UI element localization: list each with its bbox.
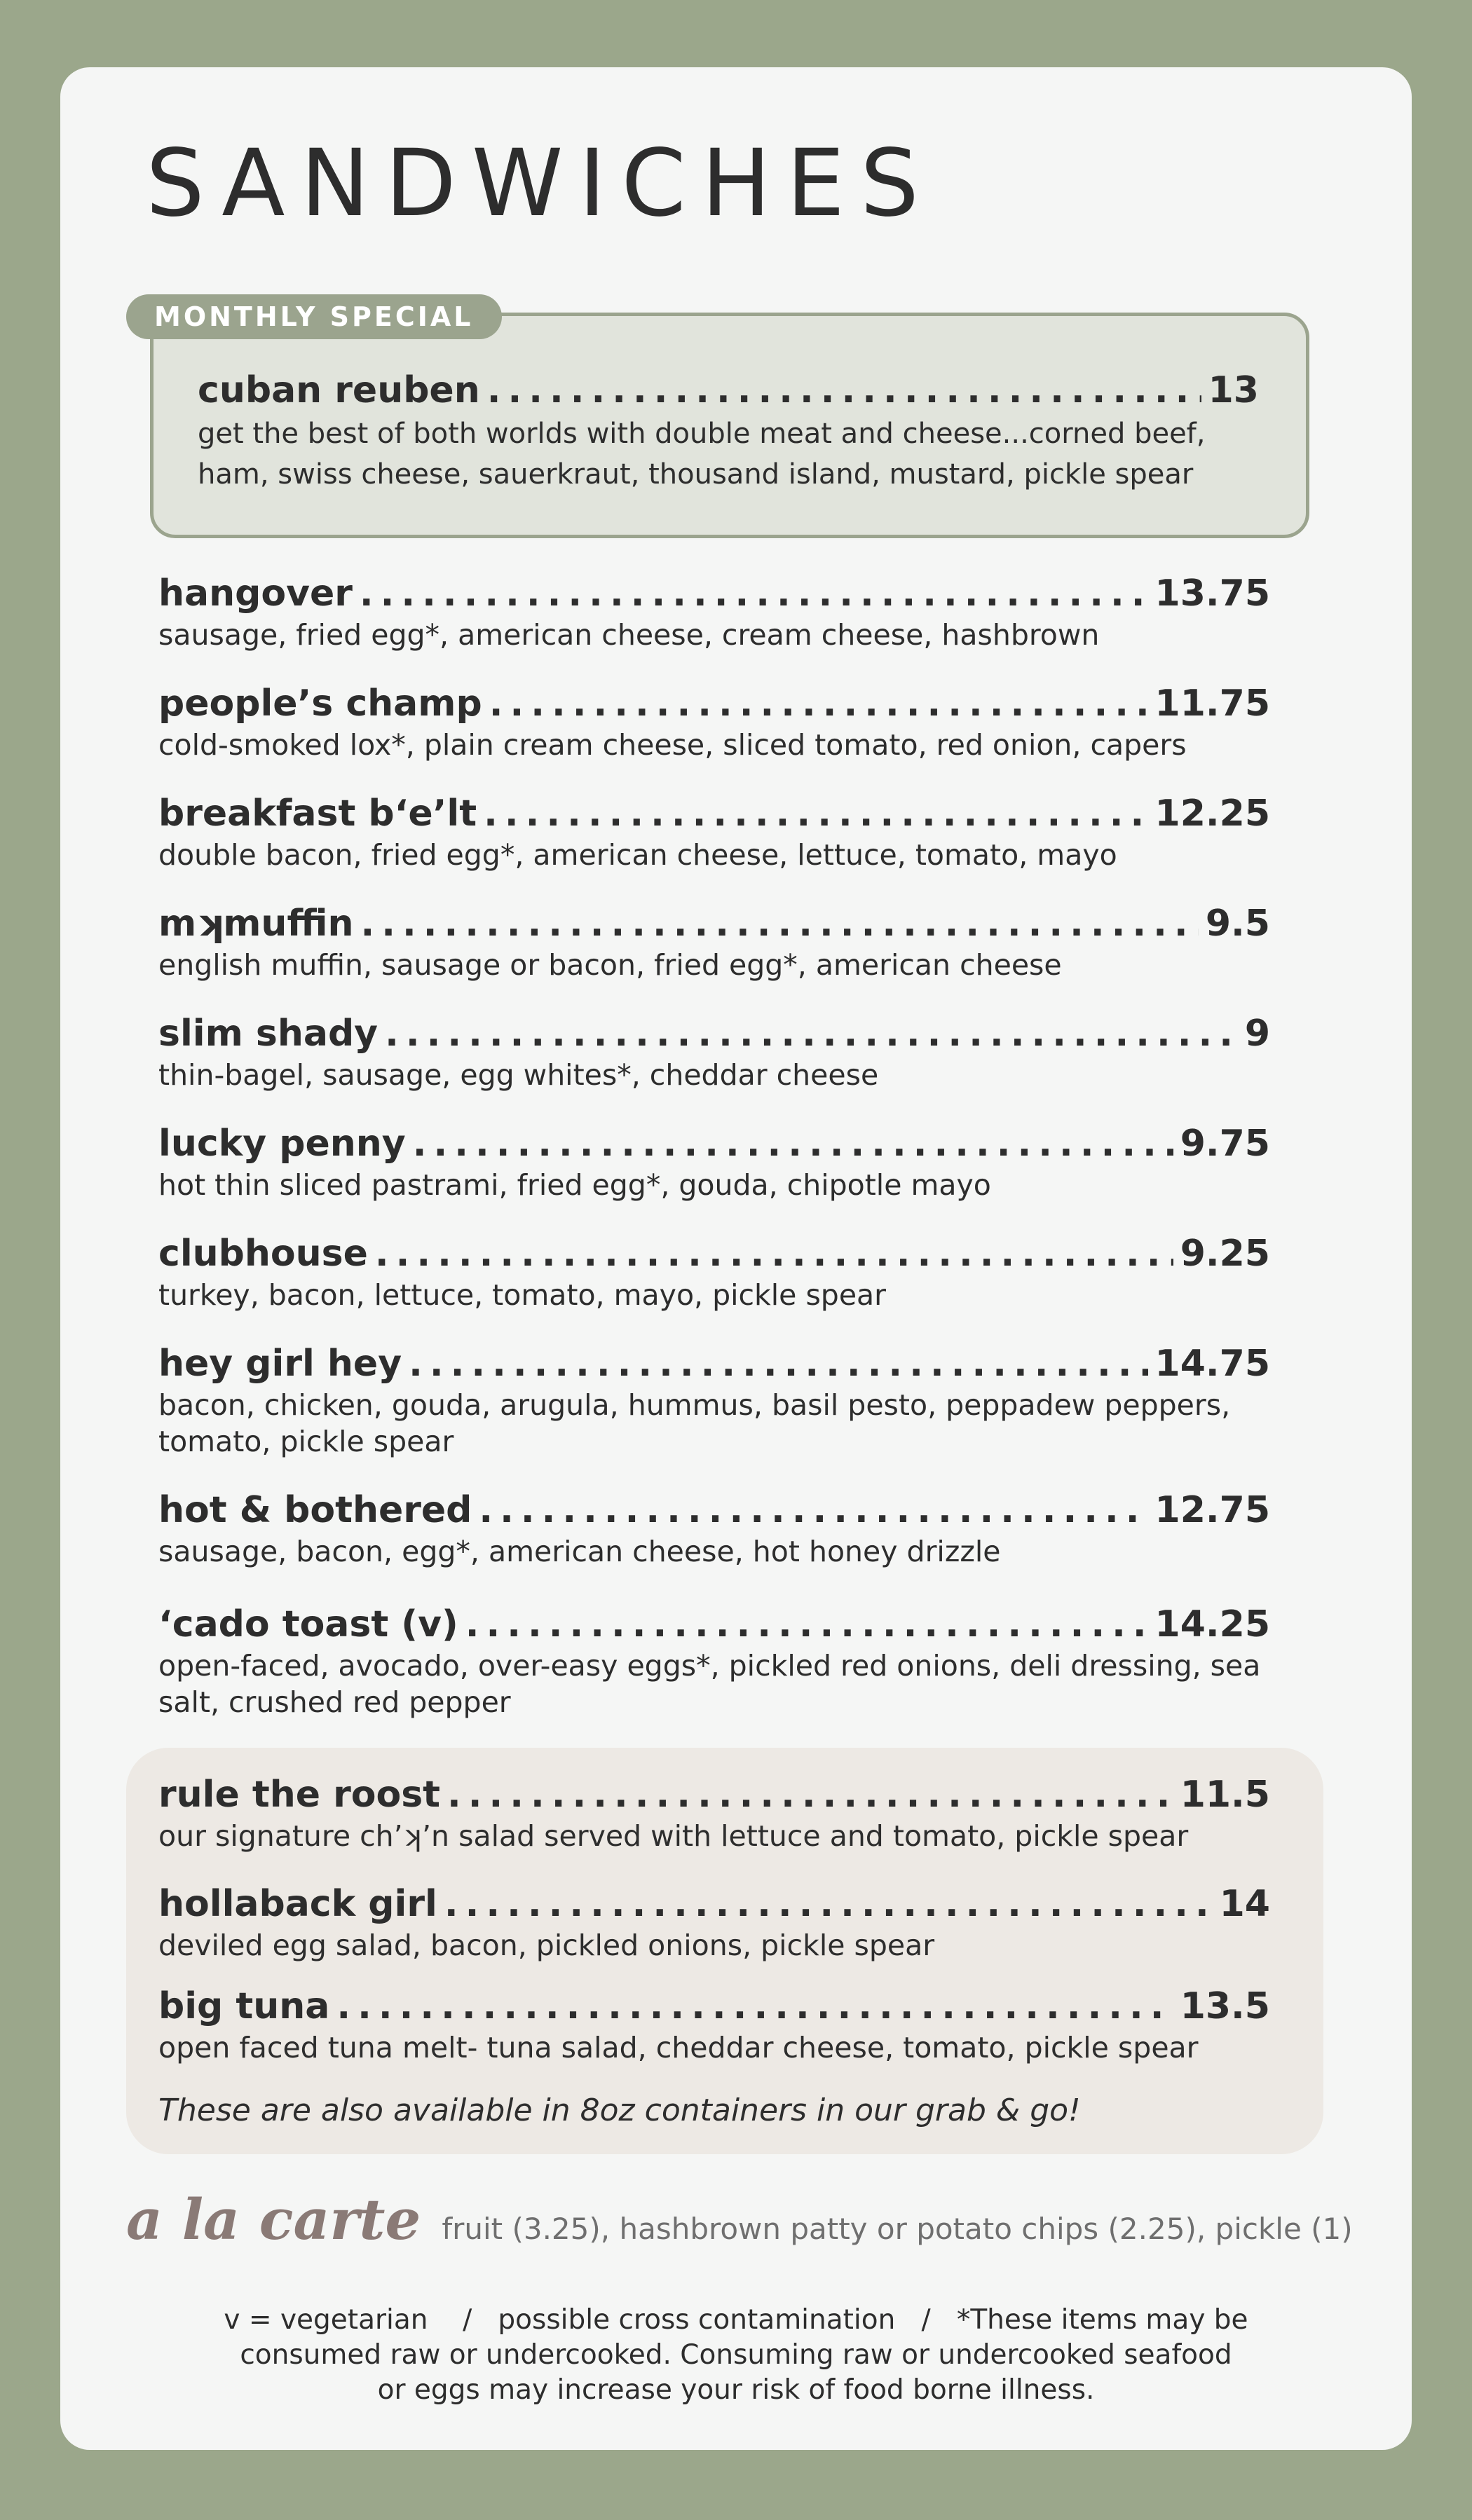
item-price: 14 (1219, 1883, 1270, 1925)
item-description: sausage, fried egg*, american cheese, cream cheese, hashbrown (158, 617, 1100, 652)
item-description: get the best of both worlds with double meat and cheese...corned beef, ham, swiss cheese, sauerkraut, thousand island, mustard, pickle spear (198, 417, 1206, 491)
a-la-carte-title: a la carte (126, 2186, 421, 2252)
item-description: bacon, chicken, gouda, arugula, hummus, basil pesto, peppadew peppers, tomato, pickle spear (158, 1388, 1231, 1458)
item-name: hot & bothered (158, 1489, 472, 1531)
item-price: 13.75 (1154, 573, 1270, 615)
item-price: 14.25 (1154, 1603, 1270, 1645)
a-la-carte-row (126, 2186, 1353, 2252)
dot-leader (360, 903, 1198, 945)
item-description: cold-smoked lox*, plain cream cheese, sliced tomato, red onion, capers (158, 727, 1187, 762)
item-price: 12.25 (1154, 793, 1270, 835)
footnote-line: or eggs may increase your risk of food borne illness. (377, 2374, 1095, 2406)
item-description: open faced tuna melt- tuna salad, cheddar cheese, tomato, pickle spear (158, 2030, 1199, 2064)
item-name: hollaback girl (158, 1883, 437, 1925)
dot-leader (409, 1343, 1147, 1385)
item-name: slim shady (158, 1013, 379, 1055)
item-description: our signature ch’ʞ’n salad served with lettuce and tomato, pickle spear (158, 1819, 1189, 1853)
item-price: 13.5 (1180, 1985, 1270, 2027)
item-price: 11.75 (1154, 683, 1270, 725)
menu-item (158, 793, 1270, 873)
item-name: breakfast b‘e’lt (158, 793, 477, 835)
grab-item (158, 1986, 1270, 2066)
dot-leader (444, 1884, 1213, 1926)
item-price: 13 (1208, 369, 1259, 411)
item-name: people’s champ (158, 683, 482, 725)
menu-item (158, 1123, 1270, 1203)
dot-leader (447, 1774, 1173, 1816)
grab-item (158, 1884, 1270, 1964)
dot-leader (413, 1123, 1173, 1165)
item-name: lucky penny (158, 1123, 406, 1165)
dot-leader (375, 1233, 1173, 1275)
page-title: SANDWICHES (146, 130, 934, 238)
item-description: thin-bagel, sausage, egg whites*, cheddar cheese (158, 1057, 879, 1092)
item-description: hot thin sliced pastrami, fried egg*, gouda, chipotle mayo (158, 1167, 991, 1202)
item-name: rule the roost (158, 1774, 441, 1816)
item-price: 9.5 (1205, 903, 1270, 945)
dot-leader (479, 1490, 1147, 1532)
dot-leader (385, 1013, 1238, 1055)
dot-leader (336, 1986, 1173, 2028)
dot-leader (484, 793, 1147, 835)
item-name: mʞmuffin (158, 903, 354, 945)
item-name: hangover (158, 573, 353, 615)
dot-leader (465, 1604, 1148, 1646)
menu-item (158, 683, 1270, 763)
menu-item (158, 903, 1270, 983)
item-description: english muffin, sausage or bacon, fried egg*, american cheese (158, 947, 1062, 982)
item-price: 9.75 (1180, 1123, 1270, 1165)
monthly-special-tag: MONTHLY SPECIAL (126, 294, 502, 339)
item-price: 11.5 (1180, 1774, 1270, 1816)
special-item (198, 370, 1259, 495)
menu-item (158, 1343, 1270, 1460)
dot-leader (487, 370, 1201, 412)
item-price: 12.75 (1154, 1489, 1270, 1531)
item-description: sausage, bacon, egg*, american cheese, hot honey drizzle (158, 1534, 1001, 1568)
item-description: double bacon, fried egg*, american cheese, lettuce, tomato, mayo (158, 837, 1117, 872)
item-description: turkey, bacon, lettuce, tomato, mayo, pickle spear (158, 1278, 887, 1312)
grab-item (158, 1774, 1270, 1854)
item-name: clubhouse (158, 1233, 368, 1275)
grab-and-go-note: These are also available in 8oz containers in our grab & go! (158, 2093, 1081, 2128)
item-name: big tuna (158, 1985, 330, 2027)
dot-leader (360, 573, 1148, 615)
a-la-carte-items: fruit (3.25), hashbrown patty or potato chips (2.25), pickle (1) (442, 2212, 1353, 2246)
item-name: cuban reuben (198, 369, 480, 411)
item-description: open-faced, avocado, over-easy eggs*, pickled red onions, deli dressing, sea salt, crushed red pepper (158, 1648, 1261, 1719)
footnote-line: v = vegetarian / possible cross contamination / *These items may be (224, 2304, 1248, 2336)
menu-item (158, 1490, 1270, 1570)
allergen-footnote (154, 2303, 1318, 2408)
item-price: 9.25 (1180, 1233, 1270, 1275)
menu-item (158, 1013, 1270, 1093)
item-name: hey girl hey (158, 1343, 402, 1385)
item-price: 14.75 (1154, 1343, 1270, 1385)
menu-item (158, 1604, 1270, 1720)
menu-item (158, 573, 1270, 653)
menu-item (158, 1233, 1270, 1313)
dot-leader (489, 683, 1148, 725)
item-price: 9 (1244, 1013, 1270, 1055)
item-name: ‘cado toast (v) (158, 1603, 458, 1645)
item-description: deviled egg salad, bacon, pickled onions, pickle spear (158, 1928, 935, 1962)
footnote-line: consumed raw or undercooked. Consuming raw or undercooked seafood (240, 2339, 1232, 2371)
